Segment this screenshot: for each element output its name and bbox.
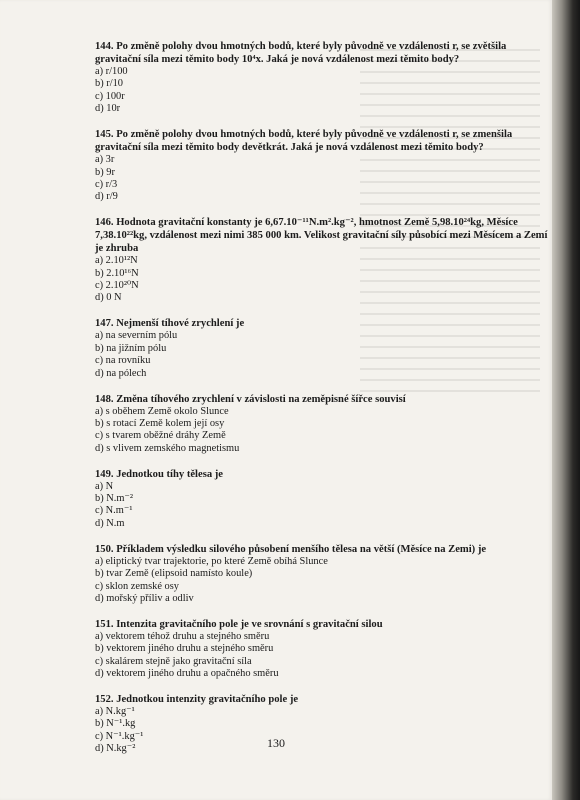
question-146 <box>95 216 550 305</box>
answer-option: d) s vlivem zemského magnetismu <box>95 442 240 454</box>
answer-option: d) N.m <box>95 517 125 529</box>
answer-option: b) s rotací Země kolem její osy <box>95 417 225 429</box>
answer-option: d) N.kg⁻² <box>95 743 136 755</box>
page-number: 130 <box>267 736 285 750</box>
answer-option: c) N.m⁻¹ <box>95 505 133 517</box>
answer-option: a) eliptický tvar trajektorie, po které Země obíhá Slunce <box>95 555 328 567</box>
question-title: 146. Hodnota gravitační konstanty je 6,67.10⁻¹¹N.m².kg⁻², hmotnost Země 5,98.10²⁴kg, Měsíce 7,38.10²²kg, vzdálenost mezi nimi 385 000 km. Velikost gravitační síly působící mezi Měsícem a Zemí je zhruba <box>95 217 548 255</box>
answer-option: a) 2.10¹²N <box>95 255 138 267</box>
answer-option: d) vektorem jiného druhu a opačného směru <box>95 668 279 680</box>
answer-option: b) vektorem jiného druhu a stejného směru <box>95 643 274 655</box>
answer-option: a) s oběhem Země okolo Slunce <box>95 405 229 417</box>
question-title: 148. Změna tíhového zrychlení v závislosti na zeměpisné šířce souvisí <box>95 393 406 405</box>
question-title: 152. Jednotkou intenzity gravitačního pole je <box>95 694 299 705</box>
answer-option: a) na severním pólu <box>95 330 178 342</box>
answer-option: c) skalárem stejně jako gravitační síla <box>95 655 252 667</box>
question-title: 151. Intenzita gravitačního pole je ve srovnání s gravitační silou <box>95 618 383 630</box>
answer-option: a) N.kg⁻¹ <box>95 706 135 717</box>
answer-option: d) mořský příliv a odliv <box>95 592 194 604</box>
answer-option: a) r/100 <box>95 66 128 77</box>
answer-option: b) 9r <box>95 166 115 178</box>
answer-option: b) 2.10¹⁶N <box>95 267 139 279</box>
answer-option: c) 2.10²⁰N <box>95 280 139 292</box>
answer-option: b) N.m⁻² <box>95 493 134 505</box>
question-list <box>95 40 550 768</box>
question-145 <box>95 128 550 204</box>
answer-option: d) 0 N <box>95 292 122 304</box>
answer-option: c) s tvarem oběžné dráhy Země <box>95 430 226 442</box>
question-144 <box>95 40 550 116</box>
question-title: 145. Po změně polohy dvou hmotných bodů, které byly původně ve vzdálenosti r, se zmenšila gravitační síla mezi těmito body devětkrát. Jaká je nová vzdálenost mezi těmito body? <box>95 129 513 154</box>
question-147 <box>95 317 550 380</box>
answer-option: b) na jižním pólu <box>95 342 167 354</box>
answer-option: c) na rovníku <box>95 355 151 367</box>
answer-option: c) N⁻¹.kg⁻¹ <box>95 730 144 742</box>
question-title: 144. Po změně polohy dvou hmotných bodů, které byly původně ve vzdálenosti r, se zvětšila gravitační síla mezi těmito body 10⁴x. Jaká je nová vzdálenost mezi těmito body? <box>95 41 507 65</box>
answer-option: b) r/10 <box>95 78 123 90</box>
answer-option: d) r/9 <box>95 191 118 203</box>
answer-option: c) sklon zemské osy <box>95 580 179 592</box>
book-spine-shadow <box>552 0 580 800</box>
answer-option: c) 100r <box>95 90 125 102</box>
question-150 <box>95 543 550 606</box>
answer-option: d) 10r <box>95 103 121 115</box>
question-149 <box>95 468 550 531</box>
question-title: 150. Příkladem výsledku silového působení menšího tělesa na větší (Měsíce na Zemi) je <box>95 543 487 555</box>
answer-option: d) na pólech <box>95 367 147 379</box>
answer-option: a) 3r <box>95 154 115 166</box>
question-title: 147. Nejmenší tíhové zrychlení je <box>95 318 245 330</box>
question-151 <box>95 618 550 681</box>
question-title: 149. Jednotkou tíhy tělesa je <box>95 468 224 480</box>
answer-option: b) N⁻¹.kg <box>95 718 136 730</box>
answer-option: c) r/3 <box>95 178 118 190</box>
answer-option: a) vektorem téhož druhu a stejného směru <box>95 630 270 642</box>
answer-option: a) N <box>95 480 114 492</box>
question-148 <box>95 393 550 456</box>
answer-option: b) tvar Země (elipsoid namísto koule) <box>95 568 253 580</box>
